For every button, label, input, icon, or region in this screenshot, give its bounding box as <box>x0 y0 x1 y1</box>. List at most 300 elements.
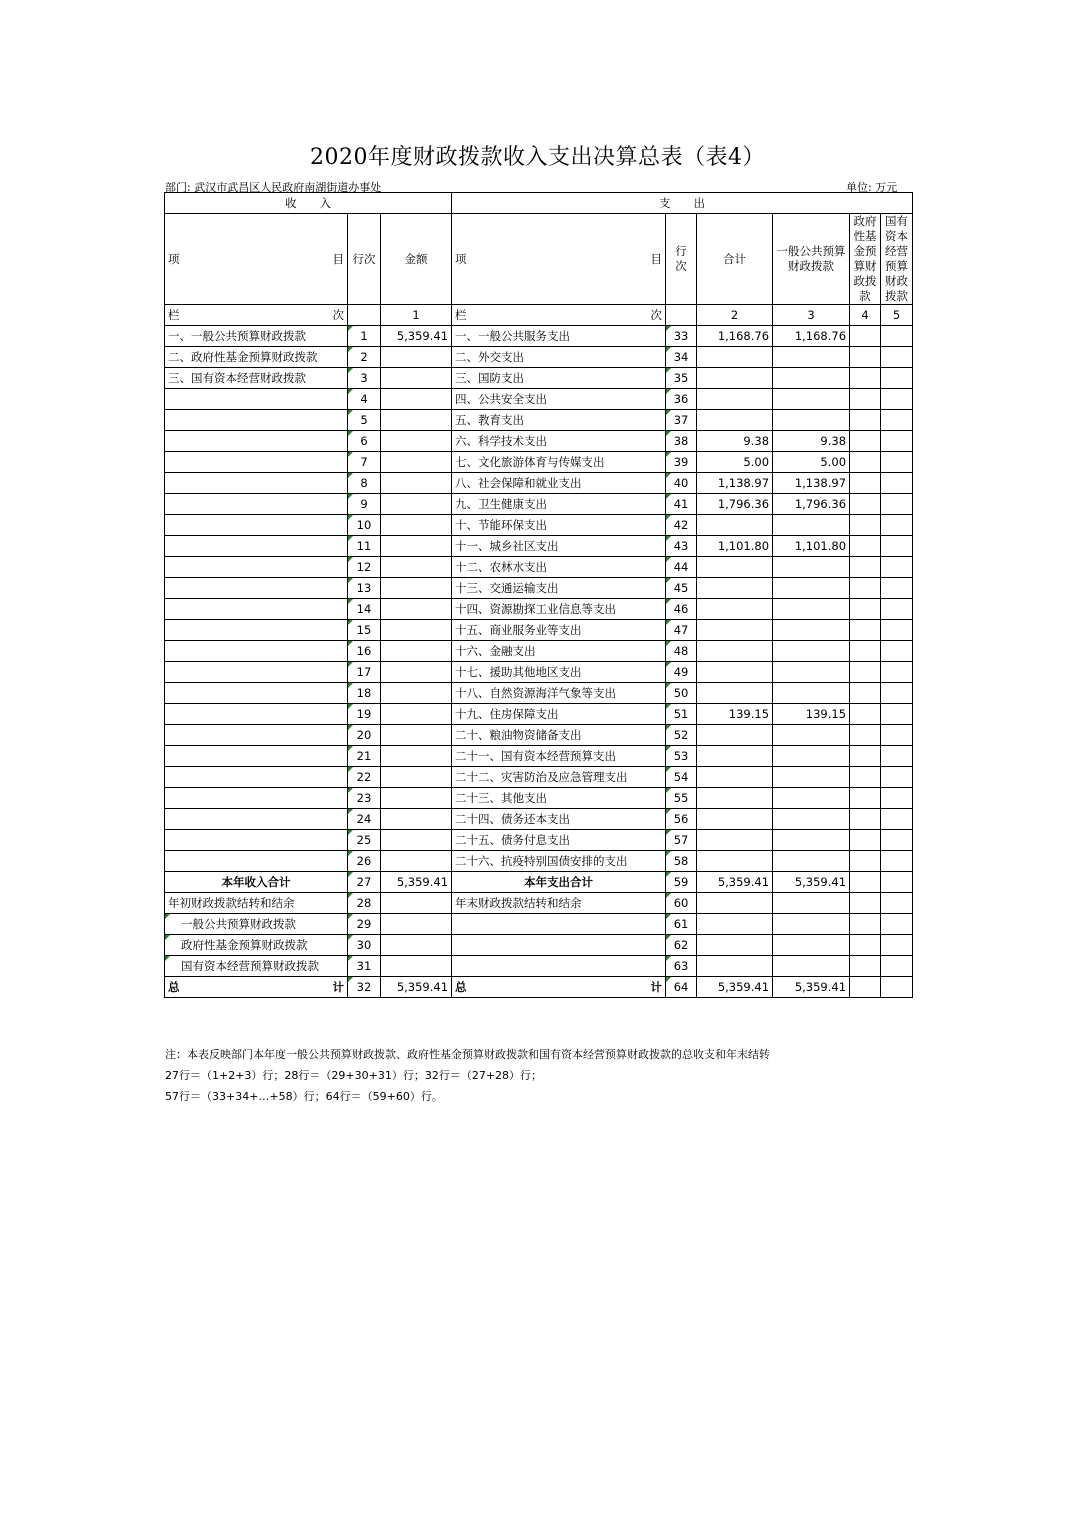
expense-row-no: 52 <box>666 725 697 746</box>
page-title: 2020年度财政拨款收入支出决算总表（表4） <box>310 145 765 170</box>
expense-state-capital <box>881 704 913 725</box>
expense-total: 9.38 <box>697 431 773 452</box>
expense-row-no: 43 <box>666 536 697 557</box>
table-row <box>165 788 913 809</box>
expense-state-capital <box>881 641 913 662</box>
income-item <box>165 851 348 872</box>
expense-row-no: 46 <box>666 599 697 620</box>
carryover-expense-general <box>773 935 850 956</box>
table-row <box>165 557 913 578</box>
income-item <box>165 746 348 767</box>
table-row <box>165 515 913 536</box>
expense-general-budget <box>773 662 850 683</box>
expense-total: 1,138.97 <box>697 473 773 494</box>
expense-gov-fund <box>850 620 881 641</box>
expense-group-header: 支 出 <box>452 193 913 214</box>
expense-state-capital <box>881 452 913 473</box>
income-row-no: 9 <box>348 494 381 515</box>
budget-table <box>164 192 913 998</box>
expense-item: 十七、援助其他地区支出 <box>452 662 666 683</box>
income-item <box>165 410 348 431</box>
expense-gov-fund <box>850 494 881 515</box>
income-row-no: 10 <box>348 515 381 536</box>
income-row-no: 13 <box>348 578 381 599</box>
expense-general-budget <box>773 641 850 662</box>
grand-total-left-a: 总 <box>168 980 180 994</box>
expense-item: 十九、住房保障支出 <box>452 704 666 725</box>
expense-row-no: 49 <box>666 662 697 683</box>
expense-row-no: 57 <box>666 830 697 851</box>
income-row-no: 24 <box>348 809 381 830</box>
expense-item: 十二、农林水支出 <box>452 557 666 578</box>
table-row <box>165 452 913 473</box>
expense-item: 四、公共安全支出 <box>452 389 666 410</box>
expense-state-capital <box>881 620 913 641</box>
expense-total <box>697 599 773 620</box>
col-index-right: 次 <box>332 308 344 322</box>
carryover-expense-state-capital <box>881 956 913 977</box>
income-amount <box>381 431 452 452</box>
income-amount <box>381 830 452 851</box>
carryover-expense-item <box>452 956 666 977</box>
table-row <box>165 767 913 788</box>
carryover-income-no: 29 <box>348 914 381 935</box>
gov-fund-header: 政府性基金预算财政拨款 <box>853 214 877 303</box>
expense-item: 十、节能环保支出 <box>452 515 666 536</box>
income-amount <box>381 347 452 368</box>
expense-state-capital <box>881 557 913 578</box>
carryover-income-item: 政府性基金预算财政拨款 <box>165 935 348 956</box>
expense-total-gov-fund <box>850 872 881 893</box>
grand-total-expense-no: 64 <box>666 977 697 998</box>
income-amount <box>381 809 452 830</box>
expense-state-capital <box>881 809 913 830</box>
expense-item-header <box>452 214 666 305</box>
expense-gov-fund <box>850 788 881 809</box>
expense-general-budget <box>773 683 850 704</box>
expense-total <box>697 851 773 872</box>
expense-general-budget <box>773 788 850 809</box>
carryover-row <box>165 935 913 956</box>
expense-state-capital <box>881 599 913 620</box>
carryover-income-no: 28 <box>348 893 381 914</box>
carryover-income-no: 31 <box>348 956 381 977</box>
expense-item: 一、一般公共服务支出 <box>452 326 666 347</box>
expense-row-no-header: 行次 <box>675 244 687 273</box>
income-amount <box>381 788 452 809</box>
expense-state-capital <box>881 536 913 557</box>
expense-gov-fund <box>850 578 881 599</box>
carryover-income-item: 一般公共预算财政拨款 <box>165 914 348 935</box>
carryover-expense-item <box>452 914 666 935</box>
income-row-no: 8 <box>348 473 381 494</box>
expense-state-capital <box>881 683 913 704</box>
expense-gov-fund <box>850 683 881 704</box>
table-row <box>165 683 913 704</box>
grand-total-right-a: 总 <box>455 980 467 994</box>
col-index-label-2 <box>452 305 666 326</box>
carryover-expense-general <box>773 914 850 935</box>
income-item <box>165 515 348 536</box>
income-row-no: 19 <box>348 704 381 725</box>
expense-total-total: 5,359.41 <box>697 872 773 893</box>
income-item <box>165 662 348 683</box>
table-row <box>165 410 913 431</box>
income-amount <box>381 410 452 431</box>
expense-total <box>697 557 773 578</box>
expense-general-budget: 139.15 <box>773 704 850 725</box>
col-index-right-2: 次 <box>650 308 663 322</box>
expense-general-budget <box>773 368 850 389</box>
expense-gov-fund <box>850 641 881 662</box>
expense-general-budget <box>773 767 850 788</box>
grand-total-expense-general: 5,359.41 <box>773 977 850 998</box>
unit-label: 单位: 万元 <box>846 181 898 194</box>
expense-row-no: 42 <box>666 515 697 536</box>
income-amount <box>381 515 452 536</box>
col-index-label <box>165 305 348 326</box>
col-index-blank <box>348 305 381 326</box>
expense-state-capital <box>881 473 913 494</box>
expense-general-budget <box>773 851 850 872</box>
expense-item: 十四、资源勘探工业信息等支出 <box>452 599 666 620</box>
carryover-row <box>165 956 913 977</box>
expense-general-budget: 1,168.76 <box>773 326 850 347</box>
col-index-blank-2 <box>666 305 697 326</box>
carryover-income-item: 年初财政拨款结转和结余 <box>165 893 348 914</box>
expense-total <box>697 809 773 830</box>
grand-total-income-no: 32 <box>348 977 381 998</box>
expense-general-budget <box>773 809 850 830</box>
income-item <box>165 557 348 578</box>
expense-general-budget: 1,101.80 <box>773 536 850 557</box>
income-item <box>165 704 348 725</box>
expense-state-capital <box>881 746 913 767</box>
expense-total <box>697 641 773 662</box>
expense-gov-fund <box>850 452 881 473</box>
grand-total-gov-fund <box>850 977 881 998</box>
expense-item: 十六、金融支出 <box>452 641 666 662</box>
expense-state-capital <box>881 389 913 410</box>
expense-item: 二、外交支出 <box>452 347 666 368</box>
expense-row-no: 41 <box>666 494 697 515</box>
carryover-expense-item <box>452 935 666 956</box>
expense-item: 七、文化旅游体育与传媒支出 <box>452 452 666 473</box>
carryover-expense-gov-fund <box>850 914 881 935</box>
annual-total-row <box>165 872 913 893</box>
expense-gov-fund <box>850 809 881 830</box>
income-amount <box>381 767 452 788</box>
expense-gov-fund <box>850 389 881 410</box>
expense-item: 八、社会保障和就业支出 <box>452 473 666 494</box>
expense-row-no: 35 <box>666 368 697 389</box>
col-index-3: 3 <box>773 305 850 326</box>
table-row <box>165 641 913 662</box>
income-item <box>165 536 348 557</box>
grand-total-state-capital <box>881 977 913 998</box>
expense-gov-fund <box>850 662 881 683</box>
table-row <box>165 389 913 410</box>
income-amount: 5,359.41 <box>381 326 452 347</box>
grand-total-left-b: 计 <box>332 980 344 994</box>
expense-row-no: 39 <box>666 452 697 473</box>
income-amount <box>381 536 452 557</box>
expense-total-label: 本年支出合计 <box>452 872 666 893</box>
income-group-header: 收 入 <box>165 193 452 214</box>
table-row <box>165 347 913 368</box>
expense-state-capital <box>881 431 913 452</box>
grand-total-right-b: 计 <box>650 980 663 994</box>
expense-item: 十三、交通运输支出 <box>452 578 666 599</box>
income-item: 三、国有资本经营财政拨款 <box>165 368 348 389</box>
expense-state-capital <box>881 788 913 809</box>
expense-general-budget <box>773 515 850 536</box>
expense-item: 五、教育支出 <box>452 410 666 431</box>
income-row-no: 12 <box>348 557 381 578</box>
income-row-no: 1 <box>348 326 381 347</box>
expense-item: 九、卫生健康支出 <box>452 494 666 515</box>
expense-gov-fund <box>850 557 881 578</box>
table-row <box>165 578 913 599</box>
expense-state-capital <box>881 662 913 683</box>
expense-total <box>697 830 773 851</box>
expense-gov-fund <box>850 431 881 452</box>
expense-state-capital <box>881 767 913 788</box>
income-row-no: 18 <box>348 683 381 704</box>
income-row-no: 17 <box>348 662 381 683</box>
expense-row-no: 36 <box>666 389 697 410</box>
income-amount <box>381 683 452 704</box>
expense-state-capital <box>881 515 913 536</box>
expense-gov-fund <box>850 536 881 557</box>
table-row <box>165 704 913 725</box>
income-item <box>165 830 348 851</box>
carryover-expense-total <box>697 914 773 935</box>
income-row-no: 22 <box>348 767 381 788</box>
expense-state-capital <box>881 410 913 431</box>
expense-total: 139.15 <box>697 704 773 725</box>
notes <box>165 1044 770 1107</box>
table-row <box>165 494 913 515</box>
income-item: 一、一般公共预算财政拨款 <box>165 326 348 347</box>
expense-gov-fund <box>850 326 881 347</box>
carryover-expense-no: 60 <box>666 893 697 914</box>
expense-gov-fund <box>850 851 881 872</box>
expense-state-capital <box>881 830 913 851</box>
expense-item: 十五、商业服务业等支出 <box>452 620 666 641</box>
expense-total: 1,101.80 <box>697 536 773 557</box>
table-row <box>165 368 913 389</box>
carryover-expense-general <box>773 893 850 914</box>
expense-gov-fund <box>850 410 881 431</box>
col-index-1: 1 <box>381 305 452 326</box>
expense-total-no: 59 <box>666 872 697 893</box>
expense-total <box>697 620 773 641</box>
amount-header: 金额 <box>381 214 452 305</box>
carryover-expense-total <box>697 893 773 914</box>
expense-item: 二十五、债务付息支出 <box>452 830 666 851</box>
item-header-right: 目 <box>332 252 344 266</box>
income-amount <box>381 725 452 746</box>
expense-row-no: 51 <box>666 704 697 725</box>
carryover-expense-total <box>697 956 773 977</box>
income-item <box>165 725 348 746</box>
expense-item: 二十二、灾害防治及应急管理支出 <box>452 767 666 788</box>
table-row <box>165 830 913 851</box>
expense-total <box>697 725 773 746</box>
expense-general-budget: 1,138.97 <box>773 473 850 494</box>
expense-general-budget <box>773 347 850 368</box>
expense-state-capital <box>881 494 913 515</box>
income-row-no: 20 <box>348 725 381 746</box>
grand-total-income-amount: 5,359.41 <box>381 977 452 998</box>
total-header: 合计 <box>697 214 773 305</box>
table-row <box>165 431 913 452</box>
expense-total <box>697 389 773 410</box>
income-item: 二、政府性基金预算财政拨款 <box>165 347 348 368</box>
carryover-expense-no: 61 <box>666 914 697 935</box>
expense-total: 5.00 <box>697 452 773 473</box>
expense-total <box>697 683 773 704</box>
general-budget-header: 一般公共预算财政拨款 <box>776 244 846 273</box>
table-row <box>165 599 913 620</box>
expense-total <box>697 515 773 536</box>
table-row <box>165 620 913 641</box>
expense-total <box>697 368 773 389</box>
income-amount <box>381 620 452 641</box>
col-index-4: 4 <box>850 305 881 326</box>
expense-row-no: 37 <box>666 410 697 431</box>
carryover-row <box>165 914 913 935</box>
income-item-header <box>165 214 348 305</box>
expense-item: 二十六、抗疫特别国债安排的支出 <box>452 851 666 872</box>
income-row-no: 6 <box>348 431 381 452</box>
expense-row-no: 33 <box>666 326 697 347</box>
income-item <box>165 788 348 809</box>
income-amount <box>381 452 452 473</box>
expense-row-no: 48 <box>666 641 697 662</box>
income-row-no: 4 <box>348 389 381 410</box>
expense-general-budget <box>773 557 850 578</box>
income-amount <box>381 662 452 683</box>
income-row-no: 26 <box>348 851 381 872</box>
grand-total-expense-label <box>452 977 666 998</box>
expense-gov-fund <box>850 368 881 389</box>
expense-general-budget: 9.38 <box>773 431 850 452</box>
carryover-expense-state-capital <box>881 893 913 914</box>
expense-general-budget: 1,796.36 <box>773 494 850 515</box>
expense-total: 1,168.76 <box>697 326 773 347</box>
expense-gov-fund <box>850 347 881 368</box>
income-row-no: 25 <box>348 830 381 851</box>
expense-row-no: 55 <box>666 788 697 809</box>
expense-row-no: 44 <box>666 557 697 578</box>
income-row-no: 2 <box>348 347 381 368</box>
carryover-row <box>165 893 913 914</box>
row-no-header: 行次 <box>348 214 381 305</box>
expense-total <box>697 788 773 809</box>
expense-state-capital <box>881 347 913 368</box>
income-row-no: 11 <box>348 536 381 557</box>
income-amount <box>381 494 452 515</box>
income-item <box>165 641 348 662</box>
expense-total <box>697 347 773 368</box>
carryover-expense-item: 年末财政拨款结转和结余 <box>452 893 666 914</box>
income-row-no: 7 <box>348 452 381 473</box>
expense-general-budget <box>773 746 850 767</box>
expense-general-budget <box>773 599 850 620</box>
expense-row-no: 54 <box>666 767 697 788</box>
carryover-income-amount <box>381 914 452 935</box>
expense-item: 十一、城乡社区支出 <box>452 536 666 557</box>
carryover-income-amount <box>381 893 452 914</box>
income-amount <box>381 557 452 578</box>
income-item <box>165 431 348 452</box>
expense-total: 1,796.36 <box>697 494 773 515</box>
income-total-amount: 5,359.41 <box>381 872 452 893</box>
expense-total <box>697 662 773 683</box>
income-amount <box>381 389 452 410</box>
expense-total <box>697 578 773 599</box>
carryover-income-amount <box>381 956 452 977</box>
carryover-expense-state-capital <box>881 935 913 956</box>
expense-gov-fund <box>850 515 881 536</box>
col-index-left-2: 栏 <box>455 308 467 322</box>
expense-state-capital <box>881 851 913 872</box>
col-index-left: 栏 <box>168 308 180 322</box>
income-amount <box>381 473 452 494</box>
item-header-left: 项 <box>168 252 180 266</box>
carryover-expense-general <box>773 956 850 977</box>
table-row <box>165 725 913 746</box>
income-amount <box>381 746 452 767</box>
note-line-3: 57行＝（33+34+…+58）行；64行＝（59+60）行。 <box>165 1090 443 1103</box>
expense-item: 二十三、其他支出 <box>452 788 666 809</box>
table-row <box>165 809 913 830</box>
expense-general-budget <box>773 389 850 410</box>
income-item <box>165 599 348 620</box>
income-item <box>165 389 348 410</box>
expense-item-header-right: 目 <box>650 252 663 266</box>
expense-row-no: 53 <box>666 746 697 767</box>
income-item <box>165 809 348 830</box>
expense-row-no: 45 <box>666 578 697 599</box>
carryover-income-amount <box>381 935 452 956</box>
carryover-expense-no: 62 <box>666 935 697 956</box>
grand-total-income-label <box>165 977 348 998</box>
expense-item: 二十一、国有资本经营预算支出 <box>452 746 666 767</box>
column-header-row <box>165 214 913 305</box>
expense-total-state-capital <box>881 872 913 893</box>
expense-row-no: 34 <box>666 347 697 368</box>
income-item <box>165 578 348 599</box>
expense-item: 二十四、债务还本支出 <box>452 809 666 830</box>
expense-total <box>697 410 773 431</box>
expense-row-no: 40 <box>666 473 697 494</box>
income-total-label: 本年收入合计 <box>165 872 348 893</box>
carryover-expense-gov-fund <box>850 935 881 956</box>
expense-state-capital <box>881 725 913 746</box>
carryover-expense-no: 63 <box>666 956 697 977</box>
expense-general-budget <box>773 830 850 851</box>
expense-total <box>697 746 773 767</box>
expense-gov-fund <box>850 830 881 851</box>
table-row <box>165 851 913 872</box>
income-row-no: 3 <box>348 368 381 389</box>
expense-row-no: 56 <box>666 809 697 830</box>
income-amount <box>381 578 452 599</box>
expense-row-no: 50 <box>666 683 697 704</box>
